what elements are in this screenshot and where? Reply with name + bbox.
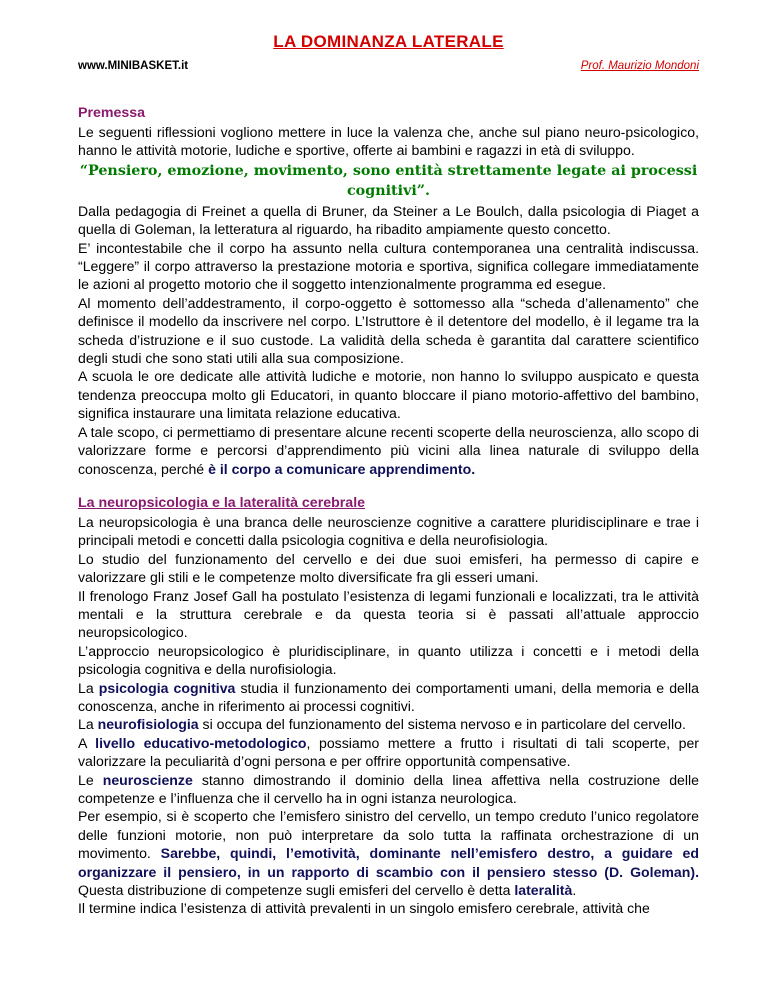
paragraph xyxy=(78,423,699,478)
paragraph: L’approccio neuropsicologico è pluridisciplinare, in quanto utilizza i concetti e i metodi della psicologia cognitiva e della nurofisiologia. xyxy=(78,642,699,678)
text-run: , possiamo mettere a frutto i risultati di tali scoperte, per valorizzare la peculiarità d’ogni persona e per offrire opportunità compensative. xyxy=(78,734,699,770)
paragraph: Al momento dell’addestramento, il corpo-oggetto è sottomesso alla “scheda d’allenamento” che definisce il modello da inscrivere nel corpo. L’Istruttore è il detentore del modello, è il legame tra la scheda d’istruzione e il suo custode. La validità della scheda è garantita dal carattere scientifico degli studi che sono stati utili alla sua composizione. xyxy=(78,294,699,367)
paragraph: A scuola le ore dedicate alle attività ludiche e motorie, non hanno lo sviluppo auspicato e questa tendenza preoccupa molto gli Educatori, in quanto bloccare il piano motorio-affettivo del bambino, significa instaurare una limitata relazione educativa. xyxy=(78,368,699,422)
paragraph xyxy=(78,771,699,808)
bold-text: neuroscienze xyxy=(102,771,193,788)
paragraph xyxy=(78,807,699,899)
text-run: A tale scopo, ci permettiamo di presentare alcune recenti scoperte della neuroscienza, allo scopo di valorizzare forme e percorsi d’apprendimento più vicini alla linea naturale di sviluppo della conoscenza, perché xyxy=(78,423,699,477)
section-heading-premessa: Premessa xyxy=(78,105,146,121)
paragraph xyxy=(78,715,699,733)
text-run: si occupa del funzionamento del sistema nervoso e in particolare del cervello. xyxy=(198,716,686,733)
text-run: A xyxy=(78,734,96,751)
paragraph: Le seguenti riflessioni vogliono mettere in luce la valenza che, anche sul piano neuro-psicologico, hanno le attività motorie, ludiche e sportive, offerte ai bambini e ragazzi in età di sviluppo. xyxy=(78,124,699,159)
document-body xyxy=(78,104,699,918)
text-run: Le xyxy=(78,771,103,788)
bold-text: Sarebbe, quindi, l’emotività, dominante nell’emisfero destro, a guidare ed organizzare il pensiero, in un rapporto di scambio con il pensiero stesso (D. Goleman). xyxy=(78,845,699,880)
text-run: stanno dimostrando il dominio della linea affettiva nella costruzione delle competenze e l’influenza che il cervello ha in ogni istanza neurologica. xyxy=(78,771,699,806)
text-run: La xyxy=(78,716,98,733)
text-run: La xyxy=(78,679,99,696)
text-run: Per esempio, si è scoperto che l’emisfero sinistro del cervello, un tempo creduto l’unico regolatore delle funzioni motorie, non può interpretare da solo tutta la raffinata orchestrazione di un movimento. xyxy=(78,808,699,862)
paragraph xyxy=(78,679,699,716)
bold-text: è il corpo a comunicare apprendimento. xyxy=(208,460,476,477)
paragraph: Lo studio del funzionamento del cervello e dei due suoi emisferi, ha permesso di capire e valorizzare gli stili e le competenze molto diversificate fra gli esseri umani. xyxy=(78,550,699,586)
paragraph xyxy=(78,734,699,771)
site-name: www.MINIBASKET.it xyxy=(78,60,189,72)
bold-text: psicologia cognitiva xyxy=(98,679,236,696)
paragraph: Il termine indica l’esistenza di attività prevalenti in un singolo emisfero cerebrale, attività che xyxy=(78,900,650,917)
author-name: Prof. Maurizio Mondoni xyxy=(580,60,699,72)
paragraph: Il frenologo Franz Josef Gall ha postulato l’esistenza di legami funzionali e localizzati, tra le attività mentali e la struttura cerebrale e da questa teoria si è passati all’attuale approccio neuropsicologico. xyxy=(78,587,699,641)
highlighted-quote: “Pensiero, emozione, movimento, sono entità strettamente legate ai processi cognitivi”. xyxy=(79,162,698,200)
paragraph: E’ incontestabile che il corpo ha assunto nella cultura contemporanea una centralità indiscussa. “Leggere” il corpo attraverso la prestazione motoria e sportiva, significa collegare immediatamente le azioni al progetto motorio che il soggetto intenzionalmente programma ed esegue. xyxy=(78,239,699,293)
bold-text: livello educativo-metodologico xyxy=(95,734,307,751)
section-heading-neuropsicologia: La neuropsicologia e la lateralità cerebrale xyxy=(78,494,366,511)
paragraph: La neuropsicologia è una branca delle neuroscienze cognitive a carattere pluridisciplinare e trae i principali metodi e concetti dalla psicologia cognitiva e della neurofisiologia. xyxy=(78,513,699,549)
bold-text: lateralità xyxy=(514,882,573,899)
text-run: studia il funzionamento dei comportamenti umani, della memoria e della conoscenza, anche in riferimento ai processi cognitivi. xyxy=(78,679,699,714)
bold-text: neurofisiologia xyxy=(97,716,199,733)
paragraph: Dalla pedagogia di Freinet a quella di Bruner, da Steiner a Le Boulch, dalla psicologia di Piaget a quella di Goleman, la letteratura al riguardo, ha ribadito ampiamente questo concetto. xyxy=(78,202,699,238)
text-run: Questa distribuzione di competenze sugli emisferi del cervello è detta xyxy=(78,882,515,899)
spacer xyxy=(78,478,699,494)
document-title: LA DOMINANZA LATERALE xyxy=(273,32,504,51)
text-run: . xyxy=(572,882,577,899)
